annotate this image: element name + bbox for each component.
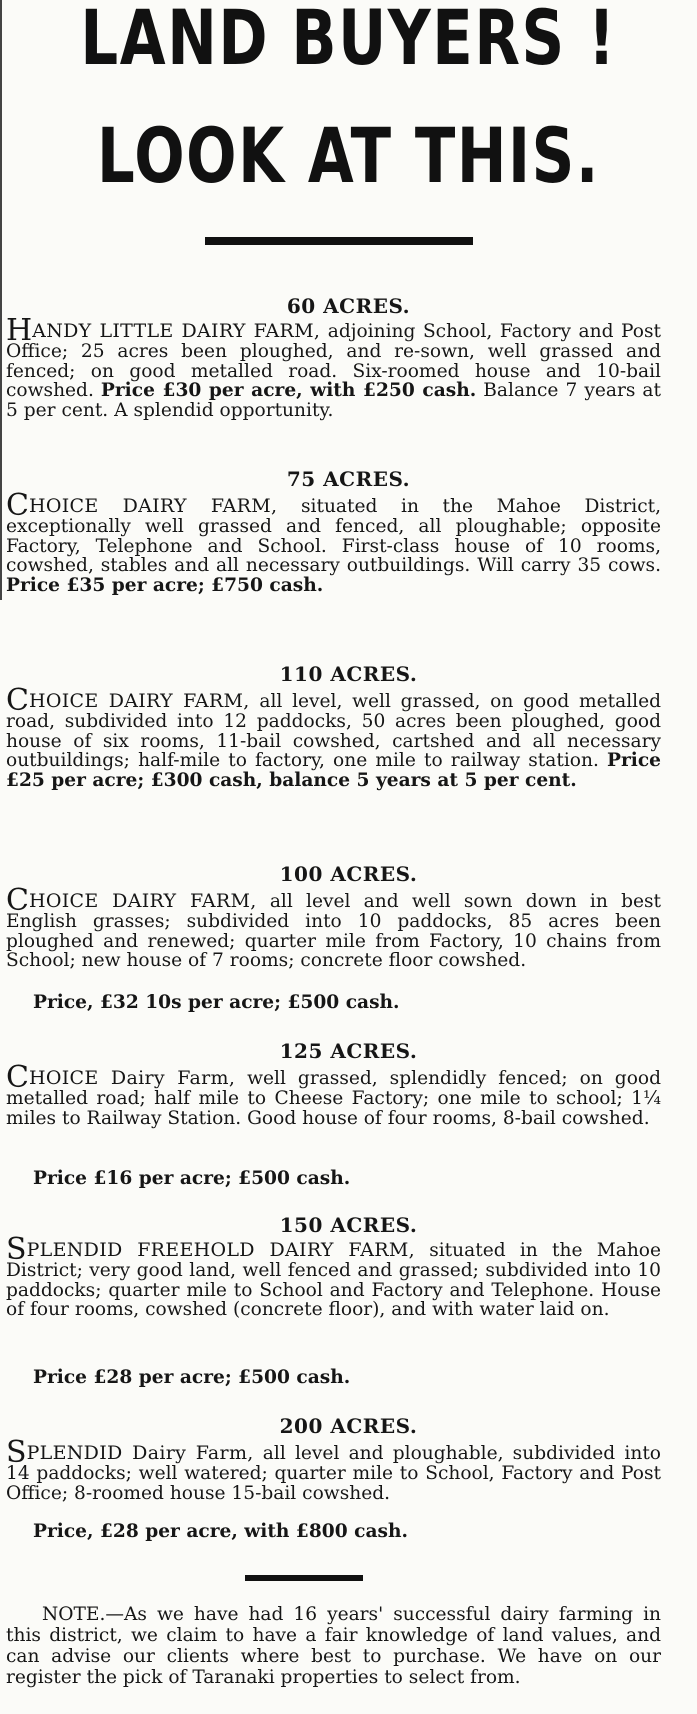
listing-body: adjoining School, Factory and Post Office; 25 acres been ploughed, and re-sown, well grassed and fenced; on good metalled road. Six-roomed house and 10-bail cowshed. bbox=[6, 321, 661, 402]
listing-acres-100: 100 ACRES. bbox=[279, 862, 418, 886]
drop-initial: C bbox=[6, 1060, 29, 1095]
listing-body: situated in the Mahoe District; very good land, well fenced and grassed; subdivided into 10 paddocks; quarter mile to School and Factory and Telephone. House of four rooms, cowshed (concrete floor), and with water laid on. bbox=[6, 1240, 661, 1321]
listing-title: HOICE Dairy Farm, bbox=[28, 1067, 236, 1089]
listing-body: all level, well grassed, on good metalled road, subdivided into 12 paddocks, 50 acres been ploughed, good house of six rooms, 11-bail cowshed, cartshed and all necessary outbuildings; half-mile to factory, one mile to railway station. bbox=[6, 691, 662, 772]
listing-price: Price £30 per acre, with £250 cash. bbox=[100, 380, 477, 402]
listing-title: HOICE DAIRY FARM, bbox=[28, 690, 250, 712]
drop-initial: S bbox=[6, 1232, 27, 1267]
drop-initial: C bbox=[6, 883, 29, 918]
listing-110-text bbox=[6, 683, 662, 792]
listing-title: HOICE DAIRY FARM, bbox=[28, 890, 257, 912]
listing-price: Price £25 per acre; £300 cash, balance 5 years at 5 per cent. bbox=[6, 750, 661, 792]
drop-initial: C bbox=[6, 683, 29, 718]
note-paragraph: NOTE.—As we have had 16 years' successful dairy farming in this district, we claim to have a fair knowledge of land values, and can advise our clients where best to purchase. We have on our register the pick of Taranaki properties to select from. bbox=[6, 1604, 661, 1688]
listing-title: ANDY LITTLE DAIRY FARM, bbox=[32, 320, 321, 342]
drop-initial: S bbox=[6, 1435, 27, 1470]
listing-200-text bbox=[6, 1435, 661, 1504]
drop-initial: C bbox=[6, 488, 29, 523]
listing-title: PLENDID FREEHOLD DAIRY FARM, bbox=[26, 1239, 415, 1261]
listing-body: well grassed, splendidly fenced; on good metalled road; half mile to Cheese Factory; one mile to school; 1¼ miles to Railway Station. Good house of four rooms, 8-bail cowshed. bbox=[6, 1068, 661, 1129]
listing-150-text bbox=[6, 1232, 661, 1321]
listing-125-text bbox=[6, 1060, 661, 1129]
listing-body: all level and well sown down in best English grasses; subdivided into 10 paddocks, 85 acres been ploughed and renewed; quarter mile from Factory, 10 chains from School; new house of 7 rooms; concrete floor cowshed. bbox=[6, 891, 661, 972]
listing-tail: Balance 7 years at 5 per cent. A splendid opportunity. bbox=[6, 380, 661, 422]
listing-price: Price £16 per acre; £500 cash. bbox=[33, 1168, 351, 1189]
listing-body: situated in the Mahoe District, exceptionally well grassed and fenced, all ploughable; opposite Factory, Telephone and School. First-class house of 10 rooms, cowshed, stables and all necessary outbuildings. Will carry 35 cows. bbox=[6, 496, 662, 577]
listing-price: Price, £32 10s per acre; £500 cash. bbox=[33, 992, 400, 1013]
listing-price: Price £35 per acre; £750 cash. bbox=[6, 575, 324, 597]
listing-acres-200: 200 ACRES. bbox=[279, 1414, 418, 1438]
listing-60-text bbox=[6, 313, 661, 422]
listing-acres-110: 110 ACRES. bbox=[279, 662, 418, 686]
headline-land-buyers: LAND BUYERS ! bbox=[80, 0, 617, 82]
listing-100-text bbox=[6, 883, 661, 972]
divider-rule-bottom bbox=[245, 1575, 363, 1581]
drop-initial: H bbox=[6, 313, 33, 348]
headline-look-at-this: LOOK AT THIS. bbox=[97, 111, 600, 200]
listing-body: all level and ploughable, subdivided into 14 paddocks; well watered; quarter mile to School, Factory and Post Office; 8-roomed house 15-bail cowshed. bbox=[6, 1443, 661, 1504]
listing-title: PLENDID Dairy Farm, bbox=[26, 1442, 254, 1464]
divider-rule-top bbox=[205, 237, 473, 245]
listing-acres-150: 150 ACRES. bbox=[279, 1213, 418, 1237]
listing-price: Price £28 per acre; £500 cash. bbox=[33, 1367, 351, 1388]
listing-title: HOICE DAIRY FARM, bbox=[28, 495, 278, 517]
listing-price: Price, £28 per acre, with £800 cash. bbox=[33, 1521, 408, 1542]
listing-acres-125: 125 ACRES. bbox=[279, 1039, 418, 1063]
listing-acres-75: 75 ACRES. bbox=[286, 467, 411, 491]
listing-acres-60: 60 ACRES. bbox=[286, 294, 411, 318]
listing-75-text bbox=[6, 488, 662, 597]
